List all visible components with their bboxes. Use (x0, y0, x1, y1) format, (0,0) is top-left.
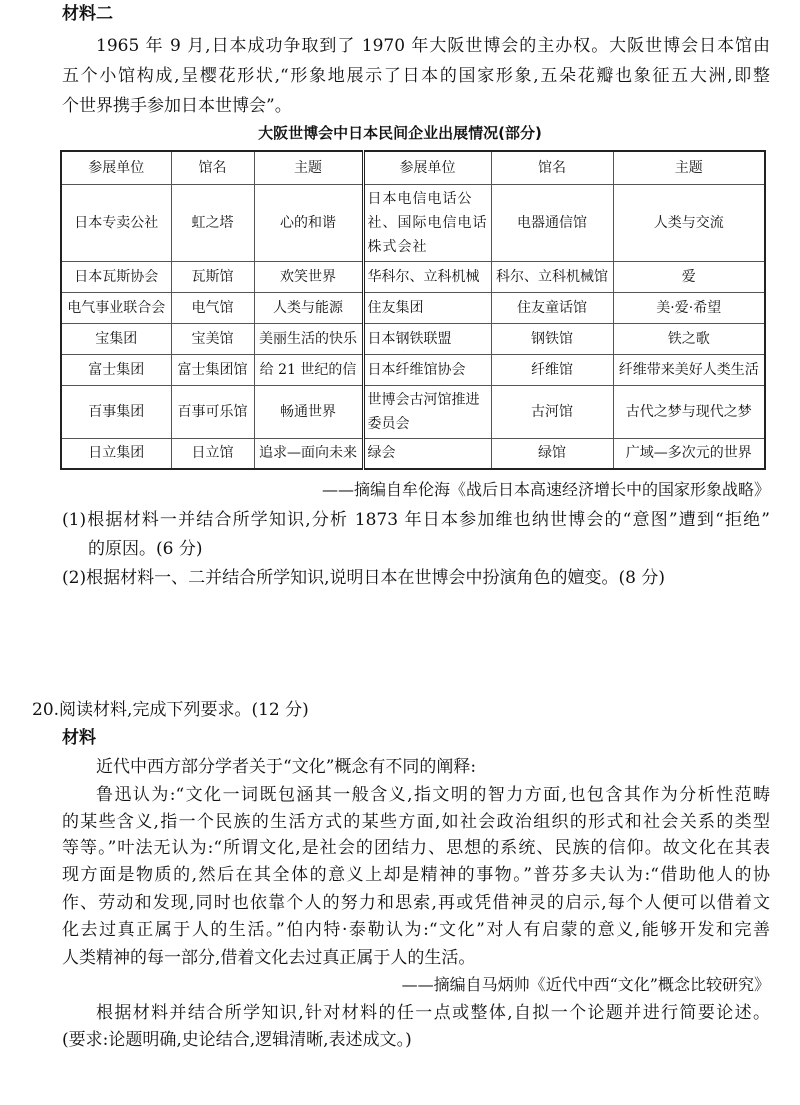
q20-requirements: (要求:论题明确,史论结合,逻辑清晰,表述成文。) (62, 1030, 412, 1050)
table-row (61, 261, 765, 292)
paragraph-line: 化去过真正属于人的生活。”伯内特·泰勒认为:“文化”对人有启蒙的意义,能够开发和完善 (62, 920, 770, 940)
table-row (61, 438, 765, 469)
table-cell: 铁之歌 (613, 323, 765, 354)
paragraph-line: 鲁迅认为:“文化一词既包涵其一般含义,指文明的智力方面,也包含其作为分析性范畴 (96, 785, 770, 805)
paragraph-line: 现方面是物质的,然后在其全体的意义上却是精神的事物。”普芬多夫认为:“借助他人的协 (62, 865, 770, 885)
table-cell: 日本瓦斯协会 (61, 261, 171, 292)
table-cell: 追求—面向未来 (254, 438, 363, 469)
table-cell: 住友童话馆 (491, 292, 613, 323)
question-2: (2)根据材料一、二并结合所学知识,说明日本在世博会中扮演角色的嬗变。(8 分) (62, 568, 665, 588)
table-cell: 古河馆 (491, 385, 613, 438)
table-cell: 欢笑世界 (254, 261, 363, 292)
table-cell: 科尔、立科机械馆 (491, 261, 613, 292)
paragraph-line: 人类精神的每一部分,借着文化去过真正属于人的生活。 (62, 948, 476, 968)
q20-source: ——摘编自马炳帅《近代中西“文化”概念比较研究》 (401, 975, 770, 994)
table-header: 参展单位 (61, 151, 171, 184)
table-cell: 宝美馆 (171, 323, 254, 354)
q20-material-heading: 材料 (62, 728, 96, 748)
table-cell: 日本纤维馆协会 (363, 354, 491, 385)
table-row (61, 184, 765, 261)
table-cell: 人类与能源 (254, 292, 363, 323)
table-cell: 世博会古河馆推进委员会 (363, 385, 491, 438)
table-row (61, 385, 765, 438)
table-cell: 华科尔、立科机械 (363, 261, 491, 292)
table-header: 馆名 (171, 151, 254, 184)
paragraph-line: 1965 年 9 月,日本成功争取到了 1970 年大阪世博会的主办权。大阪世博会日本馆由 (96, 36, 770, 56)
question-1: (1)根据材料一并结合所学知识,分析 1873 年日本参加维也纳世博会的“意图”遭到“拒绝” (62, 510, 770, 530)
exhibition-table (60, 150, 766, 470)
table-cell: 人类与交流 (613, 184, 765, 261)
q20-task: 根据材料并结合所学知识,针对材料的任一点或整体,自拟一个论题并进行简要论述。 (96, 1003, 770, 1023)
table-header: 主题 (613, 151, 765, 184)
table-cell: 美·爱·希望 (613, 292, 765, 323)
table-cell: 心的和谐 (254, 184, 363, 261)
table-cell: 爱 (613, 261, 765, 292)
table-cell: 宝集团 (61, 323, 171, 354)
table-cell: 虹之塔 (171, 184, 254, 261)
paragraph-line: 个世界携手参加日本世博会”。 (62, 96, 292, 116)
table-row (61, 323, 765, 354)
table-cell: 电器通信馆 (491, 184, 613, 261)
table-cell: 纤维带来美好人类生活 (613, 354, 765, 385)
table-cell: 百事可乐馆 (171, 385, 254, 438)
paragraph-line: 等等。”叶法无认为:“所谓文化,是社会的团结力、思想的系统、民族的信仰。故文化在其表 (62, 838, 770, 858)
table-cell: 百事集团 (61, 385, 171, 438)
table-cell: 给 21 世纪的信 (254, 354, 363, 385)
table-cell: 日立集团 (61, 438, 171, 469)
table-cell: 绿会 (363, 438, 491, 469)
table-cell: 日本专卖公社 (61, 184, 171, 261)
material2-source: ——摘编自牟伦海《战后日本高速经济增长中的国家形象战略》 (321, 480, 770, 499)
table-cell: 广域—多次元的世界 (613, 438, 765, 469)
table-header: 主题 (254, 151, 363, 184)
table-cell: 古代之梦与现代之梦 (613, 385, 765, 438)
table-cell: 钢铁馆 (491, 323, 613, 354)
paragraph-line: 近代中西方部分学者关于“文化”概念有不同的阐释: (96, 757, 477, 777)
table-header: 馆名 (491, 151, 613, 184)
table-header-row (61, 151, 765, 184)
table-cell: 纤维馆 (491, 354, 613, 385)
table-cell: 电气事业联合会 (61, 292, 171, 323)
table-cell: 日立馆 (171, 438, 254, 469)
paragraph-line: 作、劳动和发现,同时也依靠个人的努力和思索,再或凭借神灵的启示,每个人便可以借着文 (62, 893, 770, 913)
table-cell: 富士集团馆 (171, 354, 254, 385)
material2-heading: 材料二 (62, 4, 113, 24)
table-header: 参展单位 (363, 151, 491, 184)
table-cell: 日本电信电话公社、国际电信电话株式会社 (363, 184, 491, 261)
paragraph-line: 五个小馆构成,呈樱花形状,“形象地展示了日本的国家形象,五朵花瓣也象征五大洲,即整 (62, 66, 770, 86)
question-20-title: 20.阅读材料,完成下列要求。(12 分) (32, 700, 309, 720)
table-cell: 瓦斯馆 (171, 261, 254, 292)
table-cell: 畅通世界 (254, 385, 363, 438)
table-title: 大阪世博会中日本民间企业出展情况(部分) (258, 124, 542, 142)
table-cell: 住友集团 (363, 292, 491, 323)
table-cell: 日本钢铁联盟 (363, 323, 491, 354)
table-cell: 富士集团 (61, 354, 171, 385)
table-cell: 电气馆 (171, 292, 254, 323)
paragraph-line: 的某些含义,指一个民族的生活方式的某些方面,如社会政治组织的形式和社会关系的类型 (62, 812, 770, 832)
table-row (61, 292, 765, 323)
table-cell: 绿馆 (491, 438, 613, 469)
table-cell: 美丽生活的快乐 (254, 323, 363, 354)
question-1-continued: 的原因。(6 分) (88, 539, 203, 559)
table-row (61, 354, 765, 385)
